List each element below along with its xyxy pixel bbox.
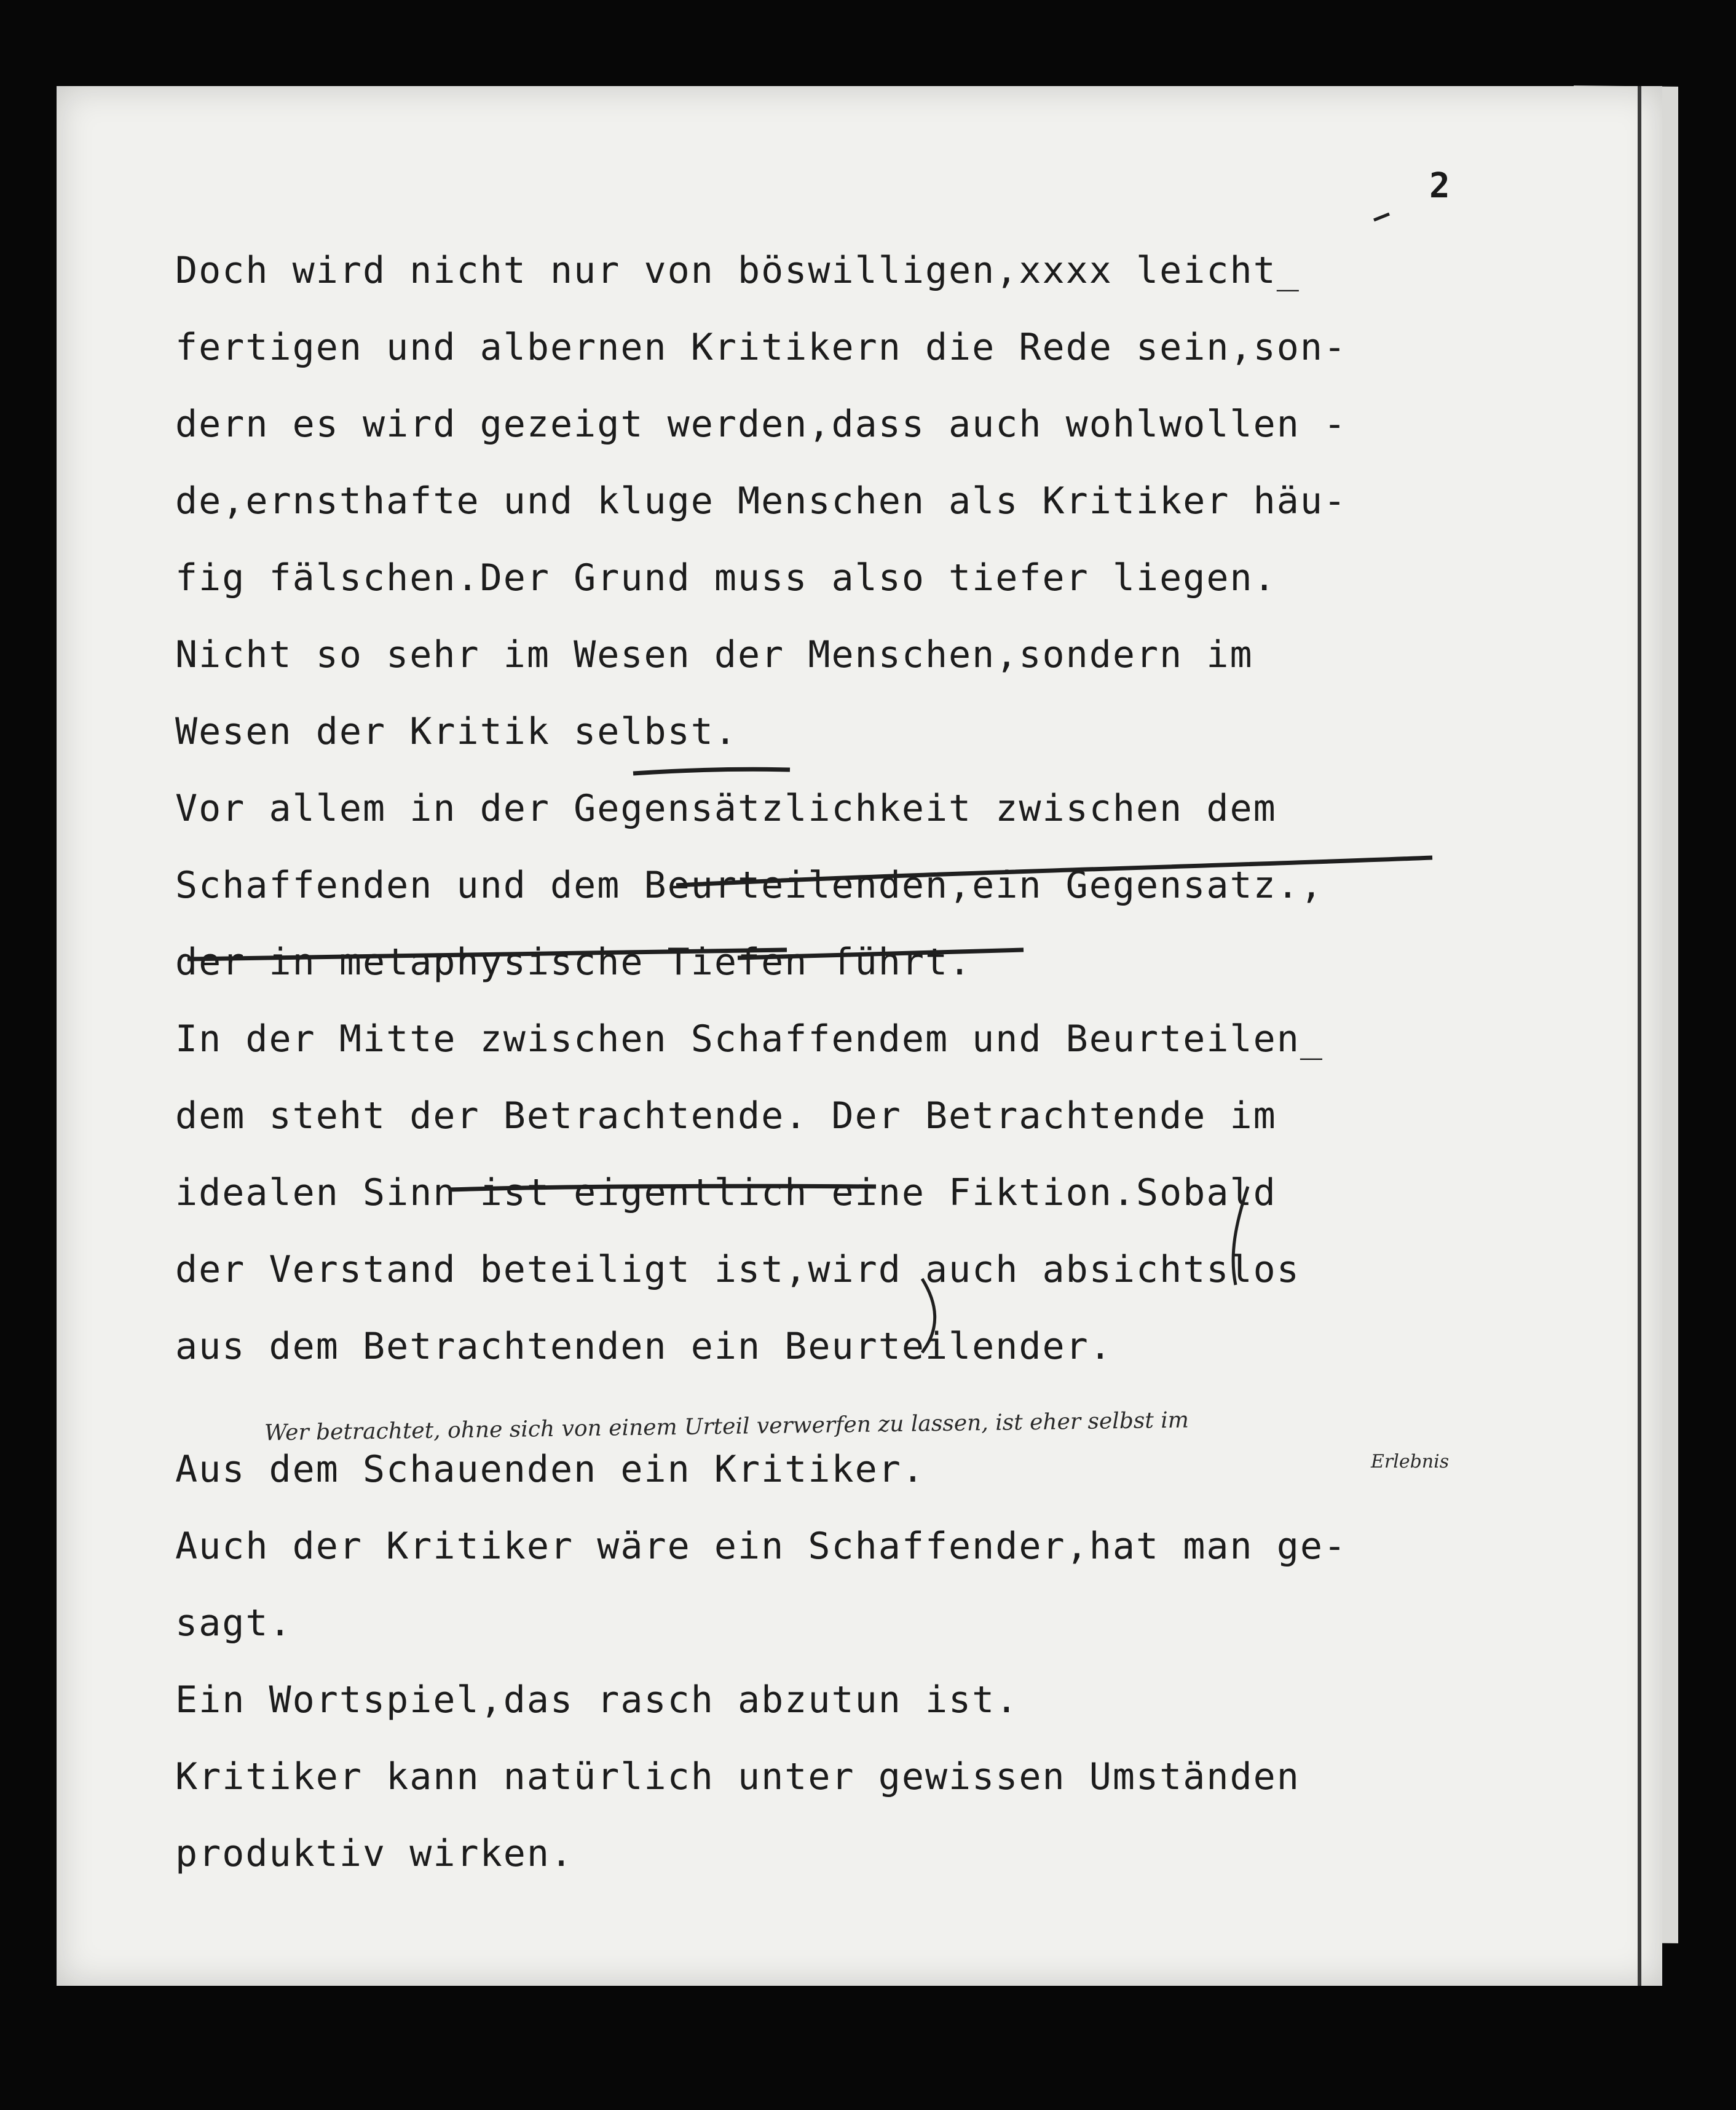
text-line: Nicht so sehr im Wesen der Menschen,sondern im	[175, 633, 1253, 676]
text-line: fertigen und albernen Kritikern die Rede sein,son-	[175, 326, 1347, 369]
text-line: Wesen der Kritik selbst.	[175, 710, 738, 753]
text-line: Auch der Kritiker wäre ein Schaffender,hat man ge-	[175, 1525, 1347, 1568]
text-line: aus dem Betrachtenden ein Beurteilender.	[175, 1325, 1113, 1368]
text-line: der Verstand beteiligt ist,wird auch absichtslos	[175, 1248, 1300, 1291]
text-line: dem steht der Betrachtende. Der Betrachtende im	[175, 1094, 1277, 1137]
text-line: dern es wird gezeigt werden,dass auch wohlwollen -	[175, 403, 1347, 446]
text-line: sagt.	[175, 1602, 293, 1645]
text-line: der in metaphysische Tiefen führt.	[175, 941, 973, 984]
page-number: 2	[1429, 166, 1450, 206]
text-line: de,ernsthafte und kluge Menschen als Kritiker häu-	[175, 480, 1347, 523]
handwritten-annotation-word: Erlebnis	[1371, 1451, 1450, 1472]
text-line: In der Mitte zwischen Schaffendem und Beurteilen_	[175, 1017, 1324, 1061]
text-line: Aus dem Schauenden ein Kritiker.	[175, 1448, 925, 1491]
text-line: Vor allem in der Gegensätzlichkeit zwischen dem	[175, 787, 1277, 830]
text-line: produktiv wirken.	[175, 1832, 574, 1875]
handwritten-annotation: Wer betrachtet, ohne sich von einem Urteil verwerfen zu lassen, ist eher selbst im	[264, 1407, 1190, 1446]
text-line: Doch wird nicht nur von böswilligen,xxxx leicht_	[175, 249, 1300, 292]
text-line: fig fälschen.Der Grund muss also tiefer liegen.	[175, 556, 1277, 599]
text-line: Schaffenden und dem Beurteilenden,ein Gegensatz.,	[175, 864, 1324, 907]
text-line: idealen Sinn ist eigentlich eine Fiktion.Sobald	[175, 1171, 1277, 1214]
text-line: Ein Wortspiel,das rasch abzutun ist.	[175, 1678, 1019, 1721]
text-line: Kritiker kann natürlich unter gewissen Umständen	[175, 1755, 1300, 1798]
